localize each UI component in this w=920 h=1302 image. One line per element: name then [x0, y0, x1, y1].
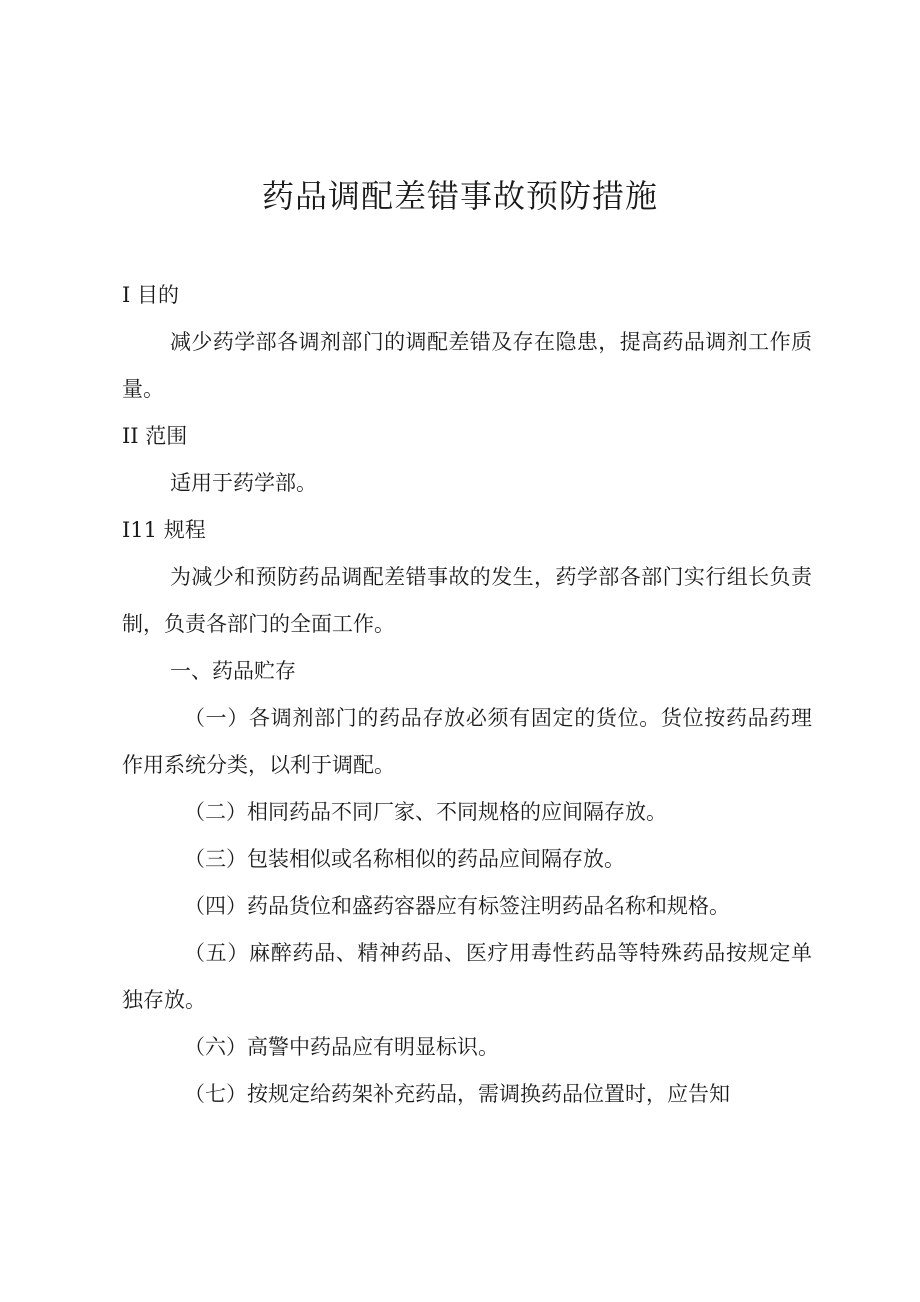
storage-item-2: （二）相同药品不同厂家、不同规格的应间隔存放。 [184, 800, 667, 824]
storage-item-1: （一）各调剂部门的药品存放必须有固定的货位。货位按药品药理作用系统分类，以利于调配。 [122, 706, 812, 777]
storage-item-5: （五）麻醉药品、精神药品、医疗用毒性药品等特殊药品按规定单独存放。 [122, 941, 812, 1012]
section-heading-procedure: I11 规程 [122, 518, 206, 542]
subheading-drug-storage: 一、药品贮存 [170, 659, 296, 683]
procedure-intro-paragraph: 为减少和预防药品调配差错事故的发生，药学部各部门实行组长负责制，负责各部门的全面工作。 [122, 565, 812, 636]
document-body [122, 272, 812, 1118]
section-heading-purpose: I 目的 [122, 283, 179, 307]
storage-item-4: （四）药品货位和盛药容器应有标签注明药品名称和规格。 [184, 894, 730, 918]
storage-item-6: （六）高警中药品应有明显标识。 [184, 1035, 499, 1059]
storage-item-3: （三）包装相似或名称相似的药品应间隔存放。 [184, 847, 625, 871]
scope-paragraph: 适用于药学部。 [170, 471, 317, 495]
section-heading-scope: II 范围 [122, 424, 188, 448]
purpose-paragraph: 减少药学部各调剂部门的调配差错及存在隐患，提高药品调剂工作质量。 [122, 330, 812, 401]
storage-item-7: （七）按规定给药架补充药品，需调换药品位置时，应告知 [184, 1082, 730, 1106]
document-title: 药品调配差错事故预防措施 [261, 177, 658, 215]
